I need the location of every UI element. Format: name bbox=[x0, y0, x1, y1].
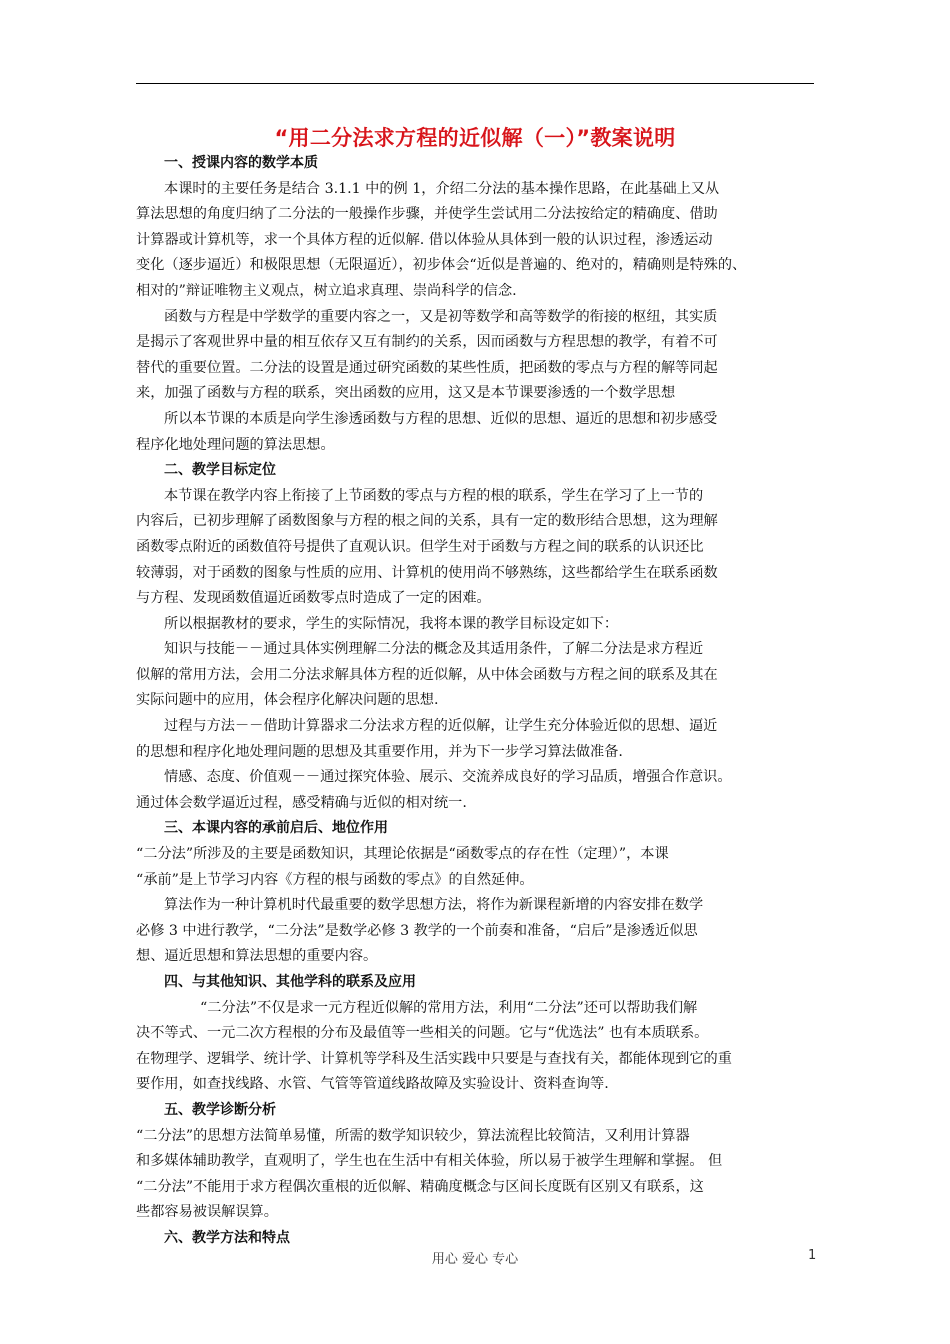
section-heading: 六、教学方法和特点 bbox=[164, 1229, 290, 1246]
text-line: 变化（逐步逼近）和极限思想（无限逼近），初步体会“近似是普遍的、绝对的，精确则是特殊的、 bbox=[136, 257, 747, 274]
text-line: 来，加强了函数与方程的联系，突出函数的应用，这又是本节课要渗透的一个数学思想 bbox=[136, 385, 676, 402]
text-line: 的思想和程序化地处理问题的思想及其重要作用，并为下一步学习算法做准备. bbox=[136, 743, 623, 760]
text-line: 所以本节课的本质是向学生渗透函数与方程的思想、近似的思想、逼近的思想和初步感受 bbox=[164, 410, 718, 427]
text-line: 相对的”辩证唯物主义观点，树立追求真理、崇尚科学的信念. bbox=[136, 282, 517, 299]
text-line: 与方程、发现函数值逼近函数零点时造成了一定的困难。 bbox=[136, 590, 491, 607]
text-line: 和多媒体辅助教学，直观明了，学生也在生活中有相关体验，所以易于被学生理解和掌握。 但 bbox=[136, 1153, 723, 1170]
text-line: “二分法”不能用于求方程偶次重根的近似解、精确度概念与区间长度既有区别又有联系，这 bbox=[136, 1178, 704, 1195]
text-line: 通过体会数学逼近过程，感受精确与近似的相对统一. bbox=[136, 794, 467, 811]
text-line: “二分法”的思想方法简单易懂，所需的数学知识较少，算法流程比较简洁，又利用计算器 bbox=[136, 1127, 690, 1144]
text-line: 些都容易被误解误算。 bbox=[136, 1204, 278, 1221]
text-line: 想、逼近思想和算法思想的重要内容。 bbox=[136, 948, 378, 965]
text-line: 实际问题中的应用，体会程序化解决问题的思想. bbox=[136, 692, 439, 709]
text-line: 是揭示了客观世界中量的相互依存又互有制约的关系，因而函数与方程思想的教学，有着不可 bbox=[136, 334, 718, 351]
text-line: 决不等式、一元二次方程根的分布及最值等一些相关的问题。它与“优选法” 也有本质联系。 bbox=[136, 1025, 709, 1042]
section-heading: 三、本课内容的承前启后、地位作用 bbox=[164, 820, 388, 837]
text-line: 算法作为一种计算机时代最重要的数学思想方法，将作为新课程新增的内容安排在数学 bbox=[164, 897, 704, 914]
section-heading: 二、教学目标定位 bbox=[164, 462, 276, 479]
section-heading: 五、教学诊断分析 bbox=[164, 1101, 276, 1118]
text-line: “二分法”不仅是求一元方程近似解的常用方法，利用“二分法”还可以帮助我们解 bbox=[200, 999, 698, 1016]
text-line: 必修 3 中进行教学，“二分法”是数学必修 3 教学的一个前奏和准备，“启后”是渗透近似思 bbox=[136, 922, 698, 939]
text-line: 过程与方法－－借助计算器求二分法求方程的近似解，让学生充分体验近似的思想、逼近 bbox=[164, 718, 718, 735]
text-line: 算法思想的角度归纳了二分法的一般操作步骤，并使学生尝试用二分法按给定的精确度、借助 bbox=[136, 206, 718, 223]
text-line: 程序化地处理问题的算法思想。 bbox=[136, 436, 335, 453]
text-line: 似解的常用方法，会用二分法求解具体方程的近似解，从中体会函数与方程之间的联系及其在 bbox=[136, 666, 718, 683]
document-body bbox=[136, 151, 816, 1252]
text-line: 函数零点附近的函数值符号提供了直观认识。但学生对于函数与方程之间的联系的认识还比 bbox=[136, 538, 704, 555]
text-line: 知识与技能－－通过具体实例理解二分法的概念及其适用条件，了解二分法是求方程近 bbox=[164, 641, 704, 658]
text-line: “承前”是上节学习内容《方程的根与函数的零点》的自然延伸。 bbox=[136, 871, 534, 888]
page-number: 1 bbox=[808, 1248, 817, 1263]
footer-motto: 用心 爱心 专心 bbox=[431, 1252, 519, 1267]
section-heading: 四、与其他知识、其他学科的联系及应用 bbox=[164, 974, 416, 990]
document-title: “用二分法求方程的近似解（一）”教案说明 bbox=[274, 126, 676, 150]
text-line: 计算器或计算机等，求一个具体方程的近似解. 借以体验从具体到一般的认识过程，渗透运动 bbox=[136, 231, 713, 248]
text-line: “二分法”所涉及的主要是函数知识，其理论依据是“函数零点的存在性（定理）”，本课 bbox=[136, 846, 669, 863]
text-line: 本课时的主要任务是结合 3.1.1 中的例 1，介绍二分法的基本操作思路，在此基础上又从 bbox=[164, 180, 720, 197]
header-rule bbox=[136, 83, 814, 84]
text-line: 函数与方程是中学数学的重要内容之一，又是初等数学和高等数学的衔接的枢纽，其实质 bbox=[164, 308, 718, 325]
text-line: 情感、态度、价值观－－通过探究体验、展示、交流养成良好的学习品质，增强合作意识。 bbox=[164, 769, 732, 786]
section-heading: 一、授课内容的数学本质 bbox=[164, 155, 318, 171]
text-line: 本节课在教学内容上衔接了上节函数的零点与方程的根的联系，学生在学习了上一节的 bbox=[164, 487, 704, 504]
text-line: 要作用，如查找线路、水管、气管等管道线路故障及实验设计、资料查询等. bbox=[136, 1076, 609, 1093]
text-line: 内容后，已初步理解了函数图象与方程的根之间的关系，具有一定的数形结合思想，这为理解 bbox=[136, 513, 718, 530]
text-line: 在物理学、逻辑学、统计学、计算机等学科及生活实践中只要是与查找有关，都能体现到它的重 bbox=[136, 1050, 732, 1067]
text-line: 所以根据教材的要求，学生的实际情况，我将本课的教学目标设定如下： bbox=[164, 615, 619, 632]
text-line: 替代的重要位置。二分法的设置是通过研究函数的某些性质，把函数的零点与方程的解等同起 bbox=[136, 359, 718, 376]
text-line: 较薄弱，对于函数的图象与性质的应用、计算机的使用尚不够熟练，这些都给学生在联系函数 bbox=[136, 564, 718, 581]
